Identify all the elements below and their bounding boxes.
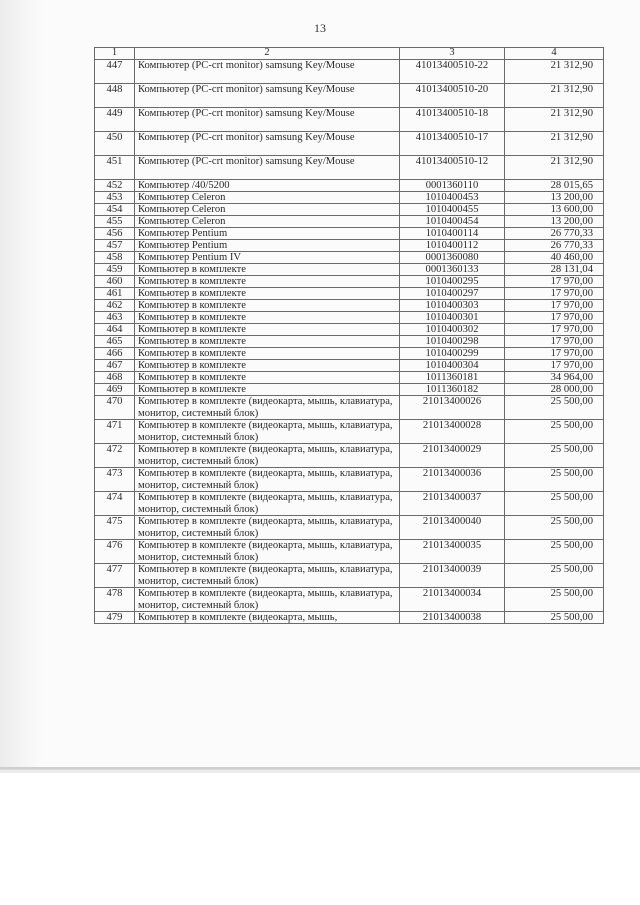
inventory-code: 1010400301 [400,312,505,324]
item-name: Компьютер в комплекте (видеокарта, мышь, клавиатура, монитор, системный блок) [135,516,400,540]
inventory-code: 1010400453 [400,192,505,204]
item-name: Компьютер в комплекте [135,276,400,288]
table-row [95,540,604,564]
row-number: 448 [95,84,135,108]
item-name: Компьютер в комплекте [135,264,400,276]
row-number: 466 [95,348,135,360]
item-name: Компьютер (PC-crt monitor) samsung Key/Mouse [135,132,400,156]
table-row [95,420,604,444]
table-row [95,612,604,624]
row-number: 460 [95,276,135,288]
item-value: 25 500,00 [505,612,604,624]
item-name: Компьютер в комплекте (видеокарта, мышь, клавиатура, монитор, системный блок) [135,492,400,516]
row-number: 473 [95,468,135,492]
row-number: 471 [95,420,135,444]
row-number: 467 [95,360,135,372]
row-number: 457 [95,240,135,252]
inventory-code: 21013400034 [400,588,505,612]
item-value: 17 970,00 [505,336,604,348]
inventory-code: 21013400026 [400,396,505,420]
item-name: Компьютер в комплекте [135,288,400,300]
table-row [95,372,604,384]
row-number: 453 [95,192,135,204]
inventory-code: 21013400035 [400,540,505,564]
row-number: 477 [95,564,135,588]
table-row [95,156,604,180]
item-name: Компьютер в комплекте (видеокарта, мышь, клавиатура, монитор, системный блок) [135,444,400,468]
item-value: 17 970,00 [505,348,604,360]
table-row [95,288,604,300]
row-number: 465 [95,336,135,348]
row-number: 458 [95,252,135,264]
item-name: Компьютер /40/5200 [135,180,400,192]
page-number: 13 [314,21,326,35]
item-value: 34 964,00 [505,372,604,384]
item-value: 28 131,04 [505,264,604,276]
inventory-code: 1010400299 [400,348,505,360]
item-name: Компьютер Celeron [135,204,400,216]
item-value: 25 500,00 [505,540,604,564]
row-number: 454 [95,204,135,216]
inventory-code: 1011360182 [400,384,505,396]
item-value: 25 500,00 [505,396,604,420]
inventory-code: 1010400114 [400,228,505,240]
row-number: 469 [95,384,135,396]
item-name: Компьютер Celeron [135,192,400,204]
item-value: 25 500,00 [505,564,604,588]
row-number: 475 [95,516,135,540]
table-row [95,300,604,312]
row-number: 463 [95,312,135,324]
row-number: 472 [95,444,135,468]
inventory-code: 41013400510-18 [400,108,505,132]
table-row [95,336,604,348]
item-name: Компьютер в комплекте [135,348,400,360]
inventory-code: 21013400036 [400,468,505,492]
item-value: 26 770,33 [505,228,604,240]
row-number: 452 [95,180,135,192]
item-name: Компьютер (PC-crt monitor) samsung Key/Mouse [135,108,400,132]
row-number: 476 [95,540,135,564]
item-name: Компьютер Celeron [135,216,400,228]
table-row [95,360,604,372]
item-value: 17 970,00 [505,300,604,312]
table-row [95,384,604,396]
item-value: 13 200,00 [505,216,604,228]
row-number: 449 [95,108,135,132]
inventory-code: 21013400037 [400,492,505,516]
item-value: 25 500,00 [505,588,604,612]
inventory-code: 0001360133 [400,264,505,276]
item-name: Компьютер в комплекте (видеокарта, мышь, клавиатура, монитор, системный блок) [135,420,400,444]
inventory-code: 41013400510-12 [400,156,505,180]
table-row [95,264,604,276]
table-row [95,228,604,240]
table-row [95,312,604,324]
inventory-code: 1010400303 [400,300,505,312]
row-number: 456 [95,228,135,240]
table-row [95,564,604,588]
table-row [95,204,604,216]
inventory-code: 41013400510-17 [400,132,505,156]
table-body [95,48,604,624]
item-name: Компьютер в комплекте [135,324,400,336]
item-value: 17 970,00 [505,324,604,336]
item-name: Компьютер в комплекте (видеокарта, мышь, клавиатура, монитор, системный блок) [135,540,400,564]
inventory-code: 1010400454 [400,216,505,228]
item-name: Компьютер в комплекте (видеокарта, мышь, клавиатура, монитор, системный блок) [135,564,400,588]
row-number: 478 [95,588,135,612]
header-col-2: 2 [135,48,400,60]
item-name: Компьютер Pentium [135,228,400,240]
table-row [95,468,604,492]
item-value: 25 500,00 [505,516,604,540]
table-row [95,588,604,612]
page-shadow [0,0,42,767]
table-row [95,216,604,228]
inventory-code: 0001360080 [400,252,505,264]
item-name: Компьютер Pentium [135,240,400,252]
table-row [95,180,604,192]
item-value: 25 500,00 [505,468,604,492]
item-value: 28 015,65 [505,180,604,192]
item-name: Компьютер в комплекте (видеокарта, мышь, [135,612,400,624]
table-row [95,348,604,360]
row-number: 461 [95,288,135,300]
row-number: 474 [95,492,135,516]
inventory-code: 1010400298 [400,336,505,348]
row-number: 455 [95,216,135,228]
item-name: Компьютер в комплекте [135,300,400,312]
item-name: Компьютер (PC-crt monitor) samsung Key/Mouse [135,84,400,108]
inventory-code: 21013400039 [400,564,505,588]
header-col-4: 4 [505,48,604,60]
item-value: 17 970,00 [505,276,604,288]
inventory-code: 21013400029 [400,444,505,468]
item-value: 40 460,00 [505,252,604,264]
item-value: 17 970,00 [505,360,604,372]
table-row [95,132,604,156]
table-row [95,324,604,336]
table-row [95,444,604,468]
inventory-code: 21013400028 [400,420,505,444]
inventory-code: 1010400297 [400,288,505,300]
table-row [95,60,604,84]
item-name: Компьютер в комплекте [135,372,400,384]
row-number: 450 [95,132,135,156]
item-name: Компьютер в комплекте (видеокарта, мышь, клавиатура, монитор, системный блок) [135,588,400,612]
header-col-3: 3 [400,48,505,60]
item-value: 13 200,00 [505,192,604,204]
item-name: Компьютер в комплекте (видеокарта, мышь, клавиатура, монитор, системный блок) [135,396,400,420]
item-value: 28 000,00 [505,384,604,396]
item-value: 17 970,00 [505,312,604,324]
item-value: 21 312,90 [505,156,604,180]
table-row [95,516,604,540]
table-row [95,192,604,204]
inventory-code: 1010400302 [400,324,505,336]
row-number: 464 [95,324,135,336]
item-name: Компьютер в комплекте (видеокарта, мышь, клавиатура, монитор, системный блок) [135,468,400,492]
header-col-1: 1 [95,48,135,60]
item-name: Компьютер (PC-crt monitor) samsung Key/Mouse [135,60,400,84]
table-row [95,84,604,108]
item-value: 17 970,00 [505,288,604,300]
row-number: 462 [95,300,135,312]
row-number: 459 [95,264,135,276]
inventory-code: 41013400510-20 [400,84,505,108]
inventory-code: 41013400510-22 [400,60,505,84]
inventory-code: 21013400040 [400,516,505,540]
inventory-table [94,47,604,624]
table-row [95,276,604,288]
inventory-code: 21013400038 [400,612,505,624]
row-number: 479 [95,612,135,624]
inventory-code: 1010400295 [400,276,505,288]
item-value: 21 312,90 [505,84,604,108]
item-value: 25 500,00 [505,420,604,444]
item-name: Компьютер (PC-crt monitor) samsung Key/Mouse [135,156,400,180]
row-number: 468 [95,372,135,384]
table-header-row [95,48,604,60]
item-name: Компьютер в комплекте [135,360,400,372]
row-number: 447 [95,60,135,84]
item-name: Компьютер Pentium IV [135,252,400,264]
item-value: 13 600,00 [505,204,604,216]
item-value: 26 770,33 [505,240,604,252]
table-row [95,396,604,420]
row-number: 451 [95,156,135,180]
table-row [95,252,604,264]
item-name: Компьютер в комплекте [135,384,400,396]
item-value: 21 312,90 [505,132,604,156]
item-name: Компьютер в комплекте [135,312,400,324]
inventory-code: 1010400304 [400,360,505,372]
inventory-code: 0001360110 [400,180,505,192]
item-name: Компьютер в комплекте [135,336,400,348]
item-value: 21 312,90 [505,60,604,84]
item-value: 21 312,90 [505,108,604,132]
inventory-code: 1010400455 [400,204,505,216]
inventory-code: 1011360181 [400,372,505,384]
row-number: 470 [95,396,135,420]
table-row [95,108,604,132]
item-value: 25 500,00 [505,492,604,516]
table-row [95,492,604,516]
item-value: 25 500,00 [505,444,604,468]
table-row [95,240,604,252]
inventory-code: 1010400112 [400,240,505,252]
